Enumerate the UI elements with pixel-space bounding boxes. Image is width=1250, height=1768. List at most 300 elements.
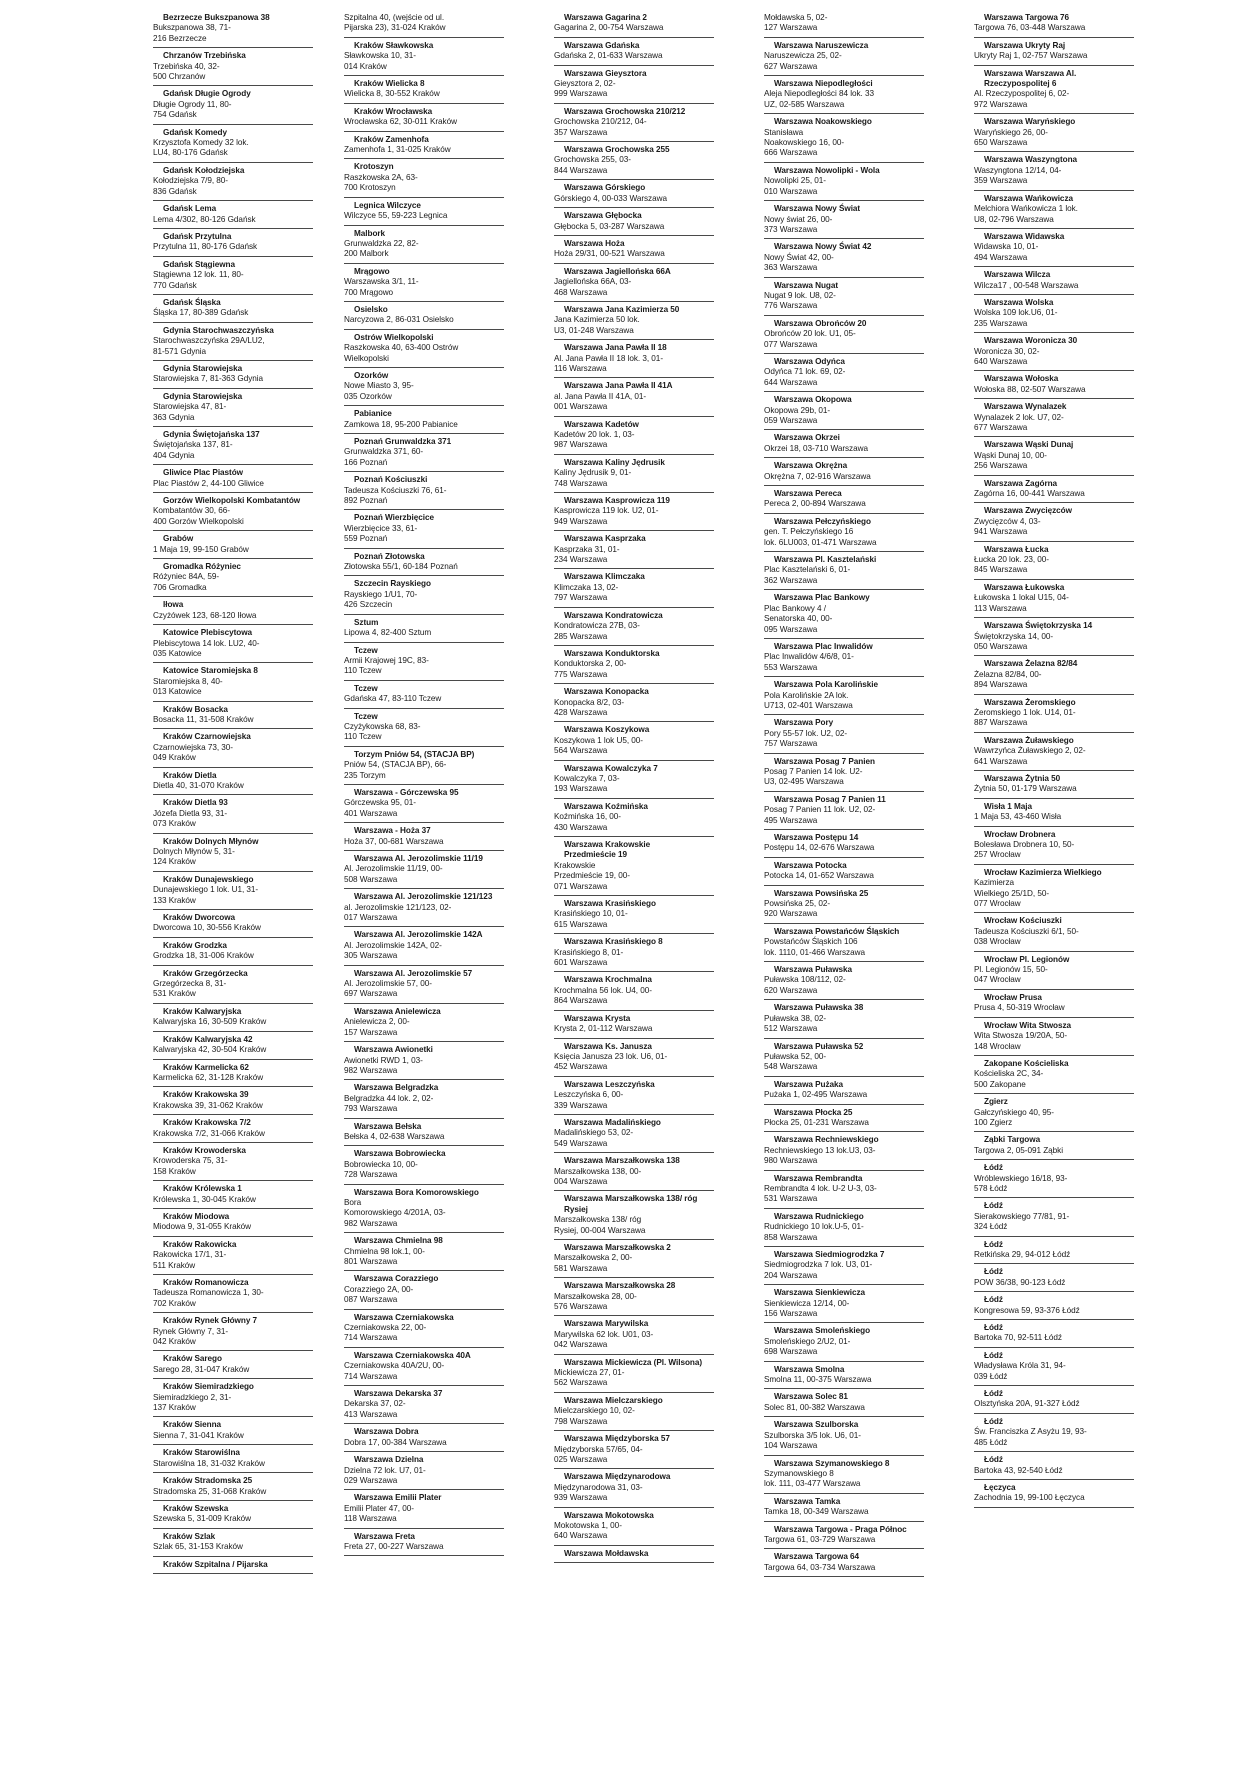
store-address-line: Sienna 7, 31-041 Kraków: [153, 1430, 244, 1440]
store-address-line: Posag 7 Panien 11 lok. U2, 02-: [764, 805, 876, 815]
store-name: Warszawa Zagórna: [984, 478, 1058, 488]
store-name: Iłowa: [163, 600, 184, 610]
store-address-line: Targowa 61, 03-729 Warszawa: [764, 1534, 876, 1544]
store-entry: [974, 374, 1124, 399]
store-address-line: 234 Warszawa: [554, 555, 608, 565]
store-name: Warszawa - Górczewska 95: [354, 787, 459, 797]
store-entry: [764, 927, 914, 962]
store-address-line: 714 Warszawa: [344, 1333, 398, 1343]
store-entry: [764, 1420, 914, 1455]
store-address-line: 049 Kraków: [153, 753, 196, 763]
store-address-line: 999 Warszawa: [554, 89, 608, 99]
store-entry: [554, 1396, 704, 1431]
store-entry: [153, 1560, 303, 1574]
store-entry: [764, 833, 914, 858]
store-name: Warszawa Al. Jerozolimskie 57: [354, 968, 473, 978]
store-name: Kraków Krowoderska: [163, 1145, 246, 1155]
store-entry: [974, 1351, 1124, 1386]
store-address-line: 576 Warszawa: [554, 1302, 608, 1312]
store-address-line: 531 Kraków: [153, 989, 196, 999]
store-name: Gdynia Starochwaszczyńska: [163, 325, 274, 335]
store-entry: [153, 51, 303, 86]
store-name: Warszawa Żytnia 50: [984, 773, 1061, 783]
store-address-line: Wilczyce 55, 59-223 Legnica: [344, 211, 448, 221]
store-entry: [554, 145, 704, 180]
store-address-line: 100 Zgierz: [974, 1117, 1013, 1127]
store-entry: [764, 1174, 914, 1209]
store-address-line: Żeromskiego 1 lok. U14, 01-: [974, 707, 1076, 717]
store-address-line: Tadeusza Kościuszki 6/1, 50-: [974, 926, 1079, 936]
store-address-line: Gdańska 2, 01-633 Warszawa: [554, 51, 663, 61]
store-name: Warszawa Plac Inwalidów: [774, 641, 873, 651]
store-entry: [153, 732, 303, 767]
store-address-line: Krochmalna 56 lok. U4, 00-: [554, 985, 652, 995]
store-address-line: Zamkowa 18, 95-200 Pabianice: [344, 419, 458, 429]
store-entry: [153, 326, 303, 361]
store-address-line: Rudnickiego 10 lok.U-5, 01-: [764, 1222, 864, 1232]
store-entry: [554, 305, 704, 340]
store-entry: [344, 475, 494, 510]
store-entry: [344, 1351, 494, 1386]
store-address-line: LU4, 80-176 Gdańsk: [153, 148, 228, 158]
store-entry: [554, 1319, 704, 1354]
store-entry: [153, 1316, 303, 1351]
store-address-line: Lema 4/302, 80-126 Gdańsk: [153, 214, 256, 224]
store-name: Ząbki Targowa: [984, 1135, 1041, 1145]
store-address-line: 748 Warszawa: [554, 478, 608, 488]
store-address-line: Zagórna 16, 00-441 Warszawa: [974, 489, 1085, 499]
store-entry: [554, 1014, 704, 1039]
store-address-line: Grunwaldzka 22, 82-: [344, 238, 419, 248]
store-name: Warszawa Hoża: [564, 238, 625, 248]
store-name: Warszawa Czerniakowska: [354, 1312, 454, 1322]
store-entry: [554, 1080, 704, 1115]
store-address-line: 844 Warszawa: [554, 165, 608, 175]
store-entry: [344, 552, 494, 577]
store-address-line: Powstańców Śląskich 106: [764, 937, 858, 947]
store-address-line: Widawska 10, 01-: [974, 242, 1039, 252]
store-address-line: 071 Warszawa: [554, 881, 608, 891]
store-name: Warszawa Potocka: [774, 860, 847, 870]
store-address-line: Mokotowska 1, 00-: [554, 1520, 622, 1530]
store-entry: [344, 930, 494, 965]
store-address-line: 035 Katowice: [153, 648, 202, 658]
store-name: Warszawa Puławska: [774, 965, 853, 975]
store-address-line: Plac Piastów 2, 44-100 Gliwice: [153, 478, 264, 488]
store-address-line: Konduktorska 2, 00-: [554, 659, 627, 669]
store-name: Poznań Kościuszki: [354, 475, 428, 485]
store-address-line: Wrocławska 62, 30-011 Kraków: [344, 117, 457, 127]
store-address-line: 156 Warszawa: [764, 1309, 818, 1319]
store-entry: [153, 392, 303, 427]
store-address-line: Dekarska 37, 02-: [344, 1399, 406, 1409]
store-name: Kraków Bosacka: [163, 704, 228, 714]
store-name: Kraków Rynek Główny 7: [163, 1316, 258, 1326]
store-entry: [344, 826, 494, 851]
store-address-line: Pory 55-57 lok. U2, 02-: [764, 728, 848, 738]
store-address-line: 235 Warszawa: [974, 318, 1028, 328]
store-name: Warszawa Szymanowskiego 8: [774, 1458, 890, 1468]
store-address-line: Kasprzaka 31, 01-: [554, 544, 620, 554]
store-name: Kraków Siemiradzkiego: [163, 1382, 254, 1392]
store-name: Kraków Sarego: [163, 1354, 222, 1364]
store-address-line: Władysława Króla 31, 94-: [974, 1361, 1066, 1371]
store-address-line: U8, 02-796 Warszawa: [974, 214, 1054, 224]
store-address-line: 400 Gorzów Wielkopolski: [153, 516, 244, 526]
store-address-line: 512 Warszawa: [764, 1024, 818, 1034]
store-name: Szczecin Rayskiego: [354, 579, 431, 589]
store-entry: [974, 155, 1124, 190]
store-name: Warszawa Żelazna 82/84: [984, 659, 1078, 669]
store-entry: [554, 1434, 704, 1469]
store-entry: [153, 875, 303, 910]
store-address-line: 548 Warszawa: [764, 1062, 818, 1072]
store-address-line: 666 Warszawa: [764, 148, 818, 158]
store-address-line: Naruszewicza 25, 02-: [764, 51, 842, 61]
store-entry: [554, 496, 704, 531]
store-address-line: Świętokrzyska 14, 00-: [974, 631, 1054, 641]
store-address-line: 035 Ozorków: [344, 391, 392, 401]
store-address-line: Czyżykowska 68, 83-: [344, 721, 421, 731]
store-address-line: 549 Warszawa: [554, 1138, 608, 1148]
store-address-line: 038 Wrocław: [974, 937, 1021, 947]
store-address-line: Krakowska 7/2, 31-066 Kraków: [153, 1128, 265, 1138]
store-address-line: Lipowa 4, 82-400 Sztum: [344, 628, 432, 638]
store-address-line: Okrzei 18, 03-710 Warszawa: [764, 443, 868, 453]
store-name: Warszawa Wąski Dunaj: [984, 440, 1074, 450]
store-address-line: Senatorska 40, 00-: [764, 614, 833, 624]
store-entry: [153, 1476, 303, 1501]
store-address-line: Wawrzyńca Żuławskiego 2, 02-: [974, 746, 1086, 756]
store-name: Grabów: [163, 534, 194, 544]
store-address-line: Szpitalna 40, (wejście od ul.: [344, 13, 445, 22]
store-entry: [344, 750, 494, 785]
store-address-line: Puławska 108/112, 02-: [764, 975, 846, 985]
store-address-line: Ukryty Raj 1, 02-757 Warszawa: [974, 51, 1088, 61]
store-address-line: 305 Warszawa: [344, 951, 398, 961]
store-name: Warszawa Marszałkowska 2: [564, 1243, 671, 1252]
store-address-line: Czerniakowska 22, 00-: [344, 1323, 427, 1333]
store-entry: [554, 69, 704, 104]
store-address-line: 025 Warszawa: [554, 1454, 608, 1464]
store-name: Kraków Krakowska 7/2: [163, 1118, 251, 1128]
store-address-line: Wolska 109 lok.U6, 01-: [974, 308, 1058, 318]
store-address-line: Wielkopolski: [344, 353, 389, 363]
store-entry: [344, 969, 494, 1004]
store-address-line: 285 Warszawa: [554, 631, 608, 641]
store-address-line: Plac Kasztelański 6, 01-: [764, 565, 851, 575]
store-entry: [153, 1532, 303, 1557]
store-entry: [344, 267, 494, 302]
store-entry: [554, 1358, 704, 1393]
store-name: Łódź: [984, 1295, 1003, 1305]
store-entry: [974, 621, 1124, 656]
store-entry: [974, 955, 1124, 990]
store-name: Kraków Dunajewskiego: [163, 874, 254, 884]
store-name: Kraków Kalwaryjska 42: [163, 1034, 253, 1044]
store-entry: [764, 1212, 914, 1247]
store-name: Warszawa Freta: [354, 1531, 415, 1541]
store-entry: [764, 166, 914, 201]
store-entry: [554, 975, 704, 1010]
store-entry: [974, 69, 1124, 115]
store-name: Warszawa Targowa 64: [774, 1552, 860, 1562]
store-address-line: 087 Warszawa: [344, 1295, 398, 1305]
store-address-line: Trzebińska 40, 32-: [153, 61, 220, 71]
store-entry: [974, 659, 1124, 694]
store-entry: [554, 725, 704, 760]
store-entry: [974, 1295, 1124, 1320]
store-address-line: Czyżówek 123, 68-120 Iłowa: [153, 610, 257, 620]
store-address-line: Leszczyńska 6, 00-: [554, 1090, 624, 1100]
store-name: Łódź: [984, 1239, 1003, 1249]
store-address-line: 116 Warszawa: [554, 363, 607, 373]
store-name: Poznań Wierzbięcice: [354, 513, 434, 523]
store-address-line: Międzynarodowa 31, 03-: [554, 1482, 643, 1492]
store-address-line: 428 Warszawa: [554, 707, 608, 717]
store-address-line: Przytulna 11, 80-176 Gdańsk: [153, 242, 258, 252]
store-entry: [153, 128, 303, 163]
store-name: Krotoszyn: [354, 162, 394, 172]
store-address-line: Krakowska 39, 31-062 Kraków: [153, 1100, 263, 1110]
store-address-line: Noakowskiego 16, 00-: [764, 138, 845, 148]
store-address-line: Zwycięzców 4, 03-: [974, 516, 1041, 526]
store-name: Kraków Szlak: [163, 1531, 216, 1541]
store-entry: [764, 433, 914, 458]
store-entry: [764, 889, 914, 924]
store-entry: [554, 1042, 704, 1077]
store-entry: [764, 41, 914, 76]
store-address-line: 010 Warszawa: [764, 186, 818, 196]
store-entry: [344, 1122, 494, 1147]
store-address-line: 363 Warszawa: [764, 263, 818, 273]
store-address-line: Bolesława Drobnera 10, 50-: [974, 840, 1075, 849]
store-entry: [554, 13, 704, 38]
store-address-line: 949 Warszawa: [554, 516, 608, 526]
store-address-line: 113 Warszawa: [974, 603, 1027, 613]
store-address-line: Kongresowa 59, 93-376 Łódź: [974, 1305, 1080, 1315]
store-address-line: Bosacka 11, 31-508 Kraków: [153, 714, 254, 724]
store-entry: [344, 1455, 494, 1490]
store-name: Warszawa Pory: [774, 718, 834, 728]
store-address-line: 754 Gdańsk: [153, 110, 197, 120]
store-address-line: 677 Warszawa: [974, 423, 1028, 432]
store-address-line: 601 Warszawa: [554, 958, 608, 968]
store-entry: [554, 1549, 704, 1563]
store-name: Warszawa Nowolipki - Wola: [774, 165, 880, 175]
store-entry: [764, 395, 914, 430]
store-address-line: 050 Warszawa: [974, 641, 1028, 651]
store-name: Kraków Królewska 1: [163, 1184, 242, 1194]
store-entry: [764, 1042, 914, 1077]
store-entry: [554, 183, 704, 208]
store-name: Wrocław Wita Stwosza: [984, 1020, 1072, 1030]
store-address-line: Tadeusza Romanowicza 1, 30-: [153, 1288, 264, 1298]
store-entry: [344, 1188, 494, 1234]
store-name: Warszawa Mickiewicza (Pl. Wilsona): [564, 1357, 703, 1367]
store-entry: [344, 1007, 494, 1042]
store-entry: [344, 579, 494, 614]
store-address-line: 468 Warszawa: [554, 287, 608, 297]
store-address-line: 373 Warszawa: [764, 224, 818, 234]
store-address-line: 1 Maja 53, 43-460 Wisła: [974, 812, 1062, 822]
store-address-line: 775 Warszawa: [554, 669, 608, 679]
store-address-line: 714 Warszawa: [344, 1371, 398, 1381]
store-address-line: Waszyngtona 12/14, 04-: [974, 165, 1062, 175]
store-entry: [344, 1045, 494, 1080]
store-address-line: 166 Poznań: [344, 457, 388, 467]
store-entry: [974, 868, 1124, 914]
store-name: Warszawa Jana Pawła II 18: [564, 343, 667, 353]
store-address-line: Koźmińska 16, 00-: [554, 812, 621, 822]
store-name: Warszawa Wołoska: [984, 374, 1059, 384]
store-name: Warszawa Mielczarskiego: [564, 1395, 663, 1405]
store-address-line: Targowa 64, 03-734 Warszawa: [764, 1562, 876, 1572]
store-address-line: Sienkiewicza 12/14, 00-: [764, 1298, 850, 1308]
store-entry: [554, 1281, 704, 1316]
store-address-line: POW 36/38, 90-123 Łódź: [974, 1277, 1066, 1287]
store-address-line: 485 Łódź: [974, 1437, 1008, 1447]
store-address-line: Chmielna 98 lok.1, 00-: [344, 1246, 425, 1256]
store-address-line: Odyńca 71 lok. 69, 02-: [764, 367, 846, 377]
store-name: Warszawa Ks. Janusza: [564, 1041, 652, 1051]
store-address-line: 892 Poznań: [344, 496, 388, 506]
store-address-line: Pużaka 1, 02-495 Warszawa: [764, 1090, 868, 1100]
store-entry: [974, 736, 1124, 771]
store-entry: [764, 593, 914, 639]
store-entry: [974, 830, 1124, 865]
store-address-line: Rynek Główny 7, 31-: [153, 1326, 229, 1336]
store-address-line: 452 Warszawa: [554, 1062, 608, 1072]
store-address-line: Kowalczyka 7, 03-: [554, 773, 620, 783]
store-entry: [554, 1118, 704, 1153]
store-address-line: Potocka 14, 01-652 Warszawa: [764, 871, 874, 881]
store-name: Gdańsk Komedy: [163, 127, 227, 137]
store-entry: [344, 107, 494, 132]
store-name: Warszawa Marszałkowska 138: [564, 1156, 680, 1166]
store-name: Warszawa Corazziego: [354, 1274, 439, 1284]
store-entry: [974, 117, 1124, 152]
store-name: Warszawa Powsińska 25: [774, 888, 869, 898]
store-entry: [764, 1459, 914, 1494]
store-address-line: 157 Warszawa: [344, 1027, 398, 1037]
store-address-line: 702 Kraków: [153, 1298, 196, 1308]
store-entry: [554, 1194, 704, 1240]
store-address-line: Wita Stwosza 19/20A, 50-: [974, 1031, 1068, 1041]
store-entry: [344, 229, 494, 264]
store-address-line: Kadetów 20 lok. 1, 03-: [554, 430, 635, 439]
store-entry: [554, 899, 704, 934]
store-address-line: Postępu 14, 02-676 Warszawa: [764, 843, 875, 853]
store-address-line: Olsztyńska 20A, 91-327 Łódź: [974, 1399, 1080, 1409]
store-address-line: 982 Warszawa: [344, 1218, 398, 1228]
store-address-line: Rayskiego 1/U1, 70-: [344, 589, 418, 599]
store-address-line: Wołoska 88, 02-507 Warszawa: [974, 384, 1086, 394]
store-address-line: 059 Warszawa: [764, 416, 818, 425]
store-name: Warszawa Puławska 52: [774, 1041, 864, 1051]
store-address-line: Grodzka 18, 31-006 Kraków: [153, 951, 254, 961]
store-address-line: Plebiscytowa 14 lok. LU2, 40-: [153, 638, 260, 648]
store-address-line: 797 Warszawa: [554, 593, 608, 603]
store-name: Warszawa Kasprzaka: [564, 534, 646, 544]
store-address-line: 531 Warszawa: [764, 1194, 818, 1204]
store-name: Warszawa Bobrowiecka: [354, 1149, 446, 1159]
store-address-line: Śląska 17, 80-389 Gdańsk: [153, 308, 249, 318]
store-name: Warszawa Gdańska: [564, 40, 640, 50]
store-entry: [974, 1240, 1124, 1265]
store-address-line: 039 Łódź: [974, 1371, 1008, 1381]
store-address-line: Bukszpanowa 38, 71-: [153, 23, 231, 33]
store-name: Warszawa Międzyborska 57: [564, 1434, 670, 1444]
store-address-line: 706 Gromadka: [153, 582, 207, 592]
store-name: Wisła 1 Maja: [984, 801, 1033, 811]
store-entry: [764, 242, 914, 277]
store-address-line: 894 Warszawa: [974, 680, 1028, 690]
store-address-line: 110 Tczew: [344, 666, 382, 676]
store-name: Warszawa Mołdawska: [564, 1548, 649, 1558]
store-entry: [974, 1201, 1124, 1236]
store-address-line: Nowe Miasto 3, 95-: [344, 381, 414, 391]
store-entry: [764, 1250, 914, 1285]
store-address-line: Żelazna 82/84, 00-: [974, 669, 1042, 679]
store-address-line: 559 Poznań: [344, 534, 388, 544]
store-address-line: Al. Rzeczypospolitej 6, 02-: [974, 89, 1070, 99]
store-address-line: Jana Kazimierza 50 lok.: [554, 315, 640, 325]
store-address-line: gen. T. Pełczyńskiego 16: [764, 527, 854, 537]
store-address-line: 426 Szczecin: [344, 600, 393, 610]
store-address-line: Kaliny Jędrusik 9, 01-: [554, 468, 632, 478]
store-entry: [153, 496, 303, 531]
store-address-line: Złotowska 55/1, 60-184 Poznań: [344, 562, 458, 572]
store-entry: [974, 774, 1124, 799]
store-entry: [974, 1097, 1124, 1132]
store-name: Warszawa Targowa - Praga Północ: [774, 1524, 907, 1534]
store-address-line: Zachodnia 19, 99-100 Łęczyca: [974, 1493, 1085, 1503]
store-name: Warszawa Belgradzka: [354, 1083, 439, 1093]
store-name: Zgierz: [984, 1097, 1008, 1107]
store-address-line: 553 Warszawa: [764, 662, 818, 672]
store-address-line: Hoża 29/31, 00-521 Warszawa: [554, 249, 665, 259]
store-entry: [764, 1552, 914, 1577]
store-name: Warszawa Kaliny Jędrusik: [564, 457, 665, 467]
store-name: Warszawa Płocka 25: [774, 1107, 853, 1117]
store-address-line: 256 Warszawa: [974, 461, 1028, 471]
store-name: Warszawa Odyńca: [774, 356, 845, 366]
store-entry: [554, 1472, 704, 1507]
store-address-line: Starowiejska 47, 81-: [153, 402, 227, 412]
store-entry: [764, 117, 914, 163]
store-entry: [344, 646, 494, 681]
store-name: Warszawa Powstańców Śląskich: [774, 926, 900, 936]
store-name: Warszawa Kasprowicza 119: [564, 496, 670, 506]
store-address-line: Nugat 9 lok. U8, 02-: [764, 290, 836, 300]
store-entry: [153, 89, 303, 124]
store-name: Warszawa Konduktorska: [564, 648, 660, 658]
store-name: Warszawa Żuławskiego: [984, 735, 1074, 745]
store-address-line: 133 Kraków: [153, 895, 196, 905]
store-entry: [344, 684, 494, 709]
store-address-line: 357 Warszawa: [554, 127, 608, 137]
store-name: Kraków Dietla: [163, 770, 217, 780]
store-entry: [153, 628, 303, 663]
store-name: Ozorków: [354, 370, 389, 380]
store-address-line: al. Jerozolimskie 121/123, 02-: [344, 902, 452, 912]
store-entry: [974, 1135, 1124, 1160]
store-entry: [344, 201, 494, 226]
store-entry: [153, 232, 303, 257]
store-name: Kraków Dolnych Młynów: [163, 836, 259, 846]
store-address-line: 640 Warszawa: [554, 1531, 608, 1541]
